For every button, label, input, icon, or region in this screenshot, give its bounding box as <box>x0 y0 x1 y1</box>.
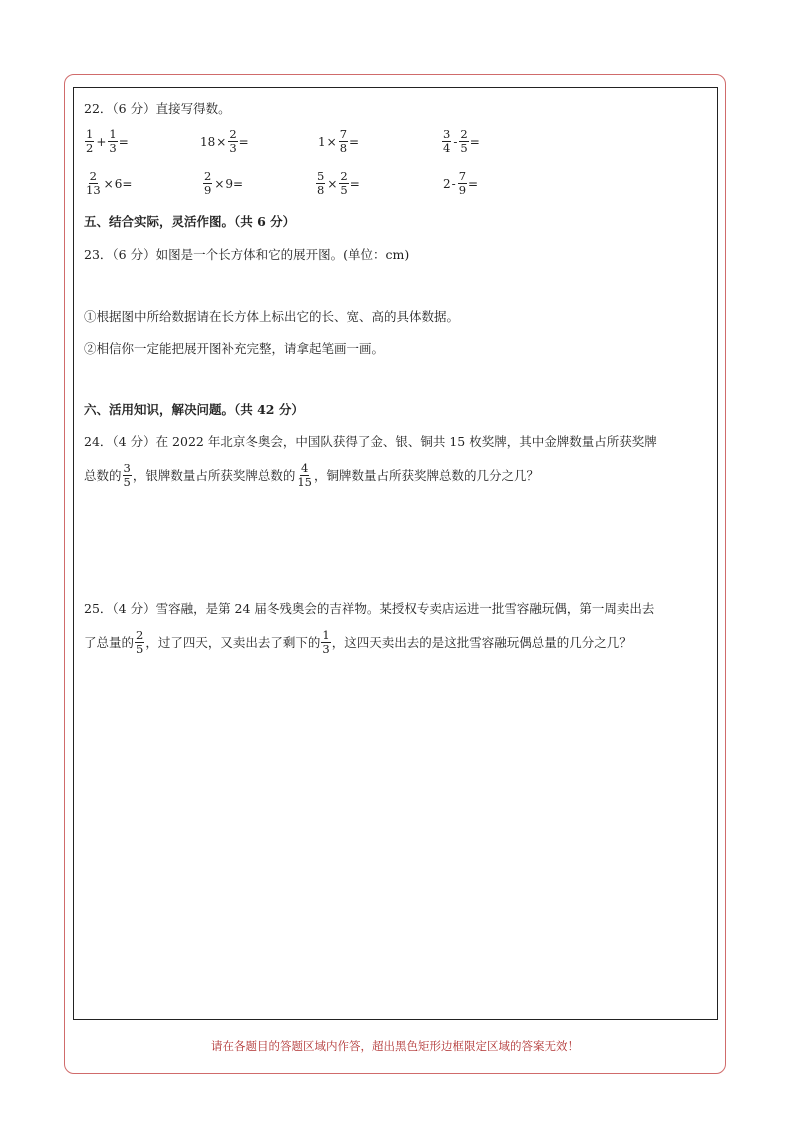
section-5-heading: 五、结合实际，灵活作图。（共 6 分） <box>84 214 296 229</box>
q24-line-1: 24．（4 分）在 2022 年北京冬奥会，中国队获得了金、银、铜共 15 枚奖牌，其中金牌数量占所获奖牌 <box>84 434 657 449</box>
q22-expr-6: $\frac{2}{9}$ × 9 = <box>204 169 244 197</box>
q24-fraction-silver: $\frac{4}{15}$ <box>297 461 312 489</box>
q24-fraction-gold: $\frac{3}{5}$ <box>123 461 131 489</box>
q23-header: 23．（6 分）如图是一个长方体和它的展开图。(单位：cm) <box>84 247 410 262</box>
q24-line-2: 总数的 $\frac{3}{5}$ ，银牌数量占所获奖牌总数的 $\frac{4}{15}$ ，铜牌数量占所获奖牌总数的几分之几？ <box>84 461 540 489</box>
q25-line-2: 了总量的 $\frac{2}{5}$ ，过了四天，又卖出去了剩下的 $\frac{1}{3}$ ，这四天卖出去的是这批雪容融玩偶总量的几分之几？ <box>84 628 632 656</box>
q22-expr-3: 1 × $\frac{7}{8}$ = <box>318 127 360 155</box>
q25-line-1: 25．（4 分）雪容融，是第 24 届冬残奥会的吉祥物。某授权专卖店运进一批雪容融玩偶，第一周卖出去 <box>84 601 655 616</box>
q23-part-1: ①根据图中所给数据请在长方体上标出它的长、宽、高的具体数据。 <box>84 309 460 324</box>
q25-fraction-first-week: $\frac{2}{5}$ <box>136 628 144 656</box>
q22-expr-8: 2 - $\frac{7}{9}$ = <box>443 169 479 197</box>
q23-part-2: ②相信你一定能把展开图补充完整，请拿起笔画一画。 <box>84 341 385 356</box>
answer-area-warning: 请在各题目的答题区域内作答，超出黑色矩形边框限定区域的答案无效！ <box>211 1039 579 1053</box>
q22-expr-1: $\frac{1}{2}$ + $\frac{1}{3}$ = <box>86 127 129 155</box>
q22-header: 22．（6 分）直接写得数。 <box>84 101 231 116</box>
q22-expr-2: 18 × $\frac{2}{3}$ = <box>200 127 249 155</box>
q22-expr-7: $\frac{5}{8}$ × $\frac{2}{5}$ = <box>317 169 360 197</box>
q25-fraction-remaining: $\frac{1}{3}$ <box>322 628 330 656</box>
q22-expr-4: $\frac{3}{4}$ - $\frac{2}{5}$ = <box>443 127 480 155</box>
q22-expr-5: $\frac{2}{13}$ × 6 = <box>86 169 133 197</box>
section-6-heading: 六、活用知识，解决问题。（共 42 分） <box>84 402 304 417</box>
